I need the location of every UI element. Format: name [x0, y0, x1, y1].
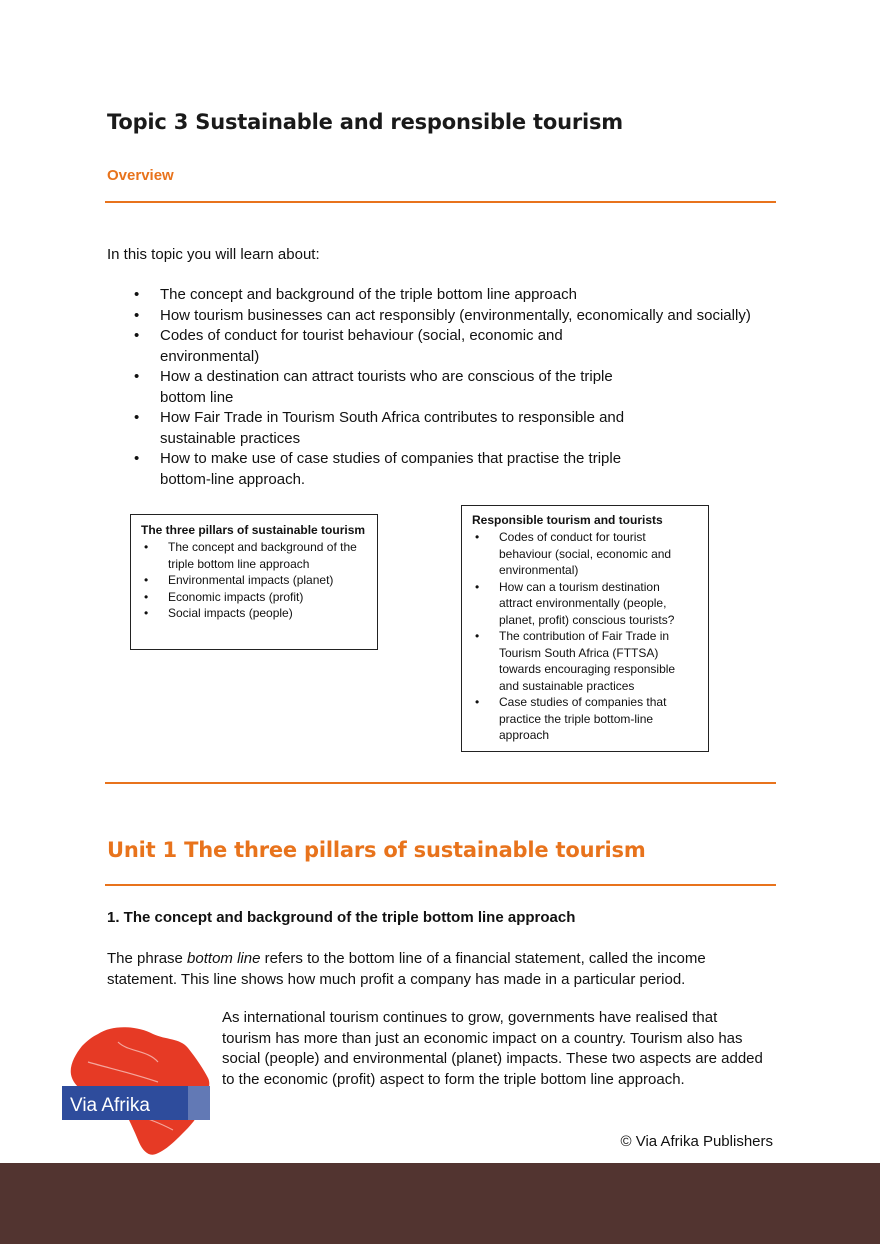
paragraph-international-tourism: [222, 1008, 772, 1090]
para1-italic-term: bottom line: [187, 950, 261, 967]
bullet-icon: •: [144, 573, 149, 587]
learning-list-item-text: The concept and background of the triple bottom line approach: [160, 286, 577, 303]
copyright: © Via Afrika Publishers: [620, 1133, 773, 1150]
bullet-icon: •: [144, 606, 149, 620]
bullet-icon: •: [134, 409, 140, 426]
pillars-box-item-text: Economic impacts (profit): [168, 589, 304, 604]
learning-list-item-text: How a destination can attract tourists who are conscious of the triple: [160, 368, 613, 385]
learning-list-item: [107, 408, 767, 449]
bullet-icon: •: [134, 327, 140, 344]
bullet-icon: •: [134, 286, 140, 303]
responsible-box-item-text: planet, profit) conscious tourists?: [499, 612, 675, 627]
pillars-box-item: [141, 539, 367, 572]
learning-list-item-text: environmental): [160, 347, 260, 365]
unit-title: Unit 1 The three pillars of sustainable tourism: [107, 838, 646, 862]
learning-list-item: [107, 306, 767, 327]
responsible-box-title: Responsible tourism and tourists: [472, 513, 663, 527]
page-title: Topic 3 Sustainable and responsible tourism: [107, 110, 623, 134]
para2-line: to the economic (profit) aspect to form the triple bottom line approach.: [222, 1070, 685, 1088]
pillars-box-item-text: Social impacts (people): [168, 606, 293, 620]
learning-list-item-text: bottom line: [160, 388, 234, 406]
responsible-box-item-text: attract environmentally (people,: [499, 596, 667, 610]
responsible-box-item: [472, 694, 698, 744]
para2-line: As international tourism continues to grow, governments have realised that: [222, 1009, 718, 1026]
responsible-box-item-text: towards encouraging responsible: [499, 662, 676, 676]
pillars-box-item: [141, 605, 367, 622]
responsible-box-item-text: environmental): [499, 563, 579, 577]
bullet-icon: •: [475, 695, 480, 709]
responsible-box-list: [472, 529, 698, 744]
responsible-box-item-text: approach: [499, 728, 550, 742]
intro-text: In this topic you will learn about:: [107, 246, 320, 263]
responsible-box-item: [472, 579, 698, 629]
learning-list-item: [107, 285, 767, 306]
pillars-box-item-text: triple bottom line approach: [168, 556, 310, 571]
bullet-icon: •: [134, 368, 140, 385]
footer-band: [0, 1163, 880, 1244]
divider-middle: [105, 782, 776, 784]
divider-top: [105, 201, 776, 203]
responsible-box-item: [472, 529, 698, 579]
section-heading: 1. The concept and background of the triple bottom line approach: [107, 909, 576, 926]
bullet-icon: •: [134, 306, 140, 324]
responsible-box-item-text: behaviour (social, economic and: [499, 546, 672, 561]
bullet-icon: •: [475, 530, 480, 544]
learning-list-item: [107, 449, 767, 490]
pillars-box: [130, 514, 378, 650]
learning-list-item: [107, 367, 767, 408]
learning-list-item-text: sustainable practices: [160, 429, 301, 447]
divider-unit: [105, 884, 776, 886]
responsible-box-item-text: and sustainable practices: [499, 678, 635, 693]
responsible-box-item-text: Codes of conduct for tourist: [499, 530, 646, 544]
learning-list-item-text: How to make use of case studies of companies that practise the triple: [160, 450, 622, 467]
learning-list-item-text: How tourism businesses can act responsibly (environmentally, economically and socially): [160, 306, 751, 324]
responsible-box-item-text: How can a tourism destination: [499, 579, 660, 594]
responsible-box-item-text: Case studies of companies that: [499, 695, 667, 709]
learning-list: [107, 285, 767, 490]
bullet-icon: •: [144, 589, 149, 604]
learning-list-item-text: Codes of conduct for tourist behaviour (social, economic and: [160, 327, 563, 344]
overview-heading: Overview: [107, 167, 174, 184]
para1-before: The phrase: [107, 950, 188, 967]
responsible-box: [461, 505, 709, 752]
pillars-box-item: [141, 572, 367, 589]
para1-after: refers to the bottom line of a financial statement, called the income statement. This line shows how much profit a company has made in a particular period.: [107, 950, 706, 988]
bullet-icon: •: [475, 579, 480, 594]
bullet-icon: •: [134, 450, 140, 467]
pillars-box-item-text: Environmental impacts (planet): [168, 573, 334, 587]
pillars-box-title: The three pillars of sustainable tourism: [141, 523, 366, 537]
pillars-box-item: [141, 589, 367, 606]
pillars-box-item-text: The concept and background of the: [168, 540, 357, 554]
responsible-box-item-text: Tourism South Africa (FTTSA): [499, 645, 659, 660]
paragraph-bottom-line: [107, 948, 767, 990]
logo-text: Via Afrika: [70, 1095, 150, 1116]
pillars-box-list: [141, 539, 367, 622]
bullet-icon: •: [144, 540, 149, 554]
learning-list-item-text: How Fair Trade in Tourism South Africa contributes to responsible and: [160, 409, 625, 426]
responsible-box-item-text: The contribution of Fair Trade in: [499, 629, 670, 643]
learning-list-item: [107, 326, 767, 367]
para2-line: social (people) and environmental (planet) impacts. These two aspects are added: [222, 1050, 763, 1067]
para2-line: tourism has more than just an economic impact on a country. Tourism also has: [222, 1029, 743, 1047]
via-afrika-logo: [58, 1022, 214, 1158]
bullet-icon: •: [475, 629, 480, 643]
responsible-box-item: [472, 628, 698, 694]
learning-list-item-text: bottom-line approach.: [160, 470, 306, 488]
responsible-box-item-text: practice the triple bottom-line: [499, 711, 654, 726]
